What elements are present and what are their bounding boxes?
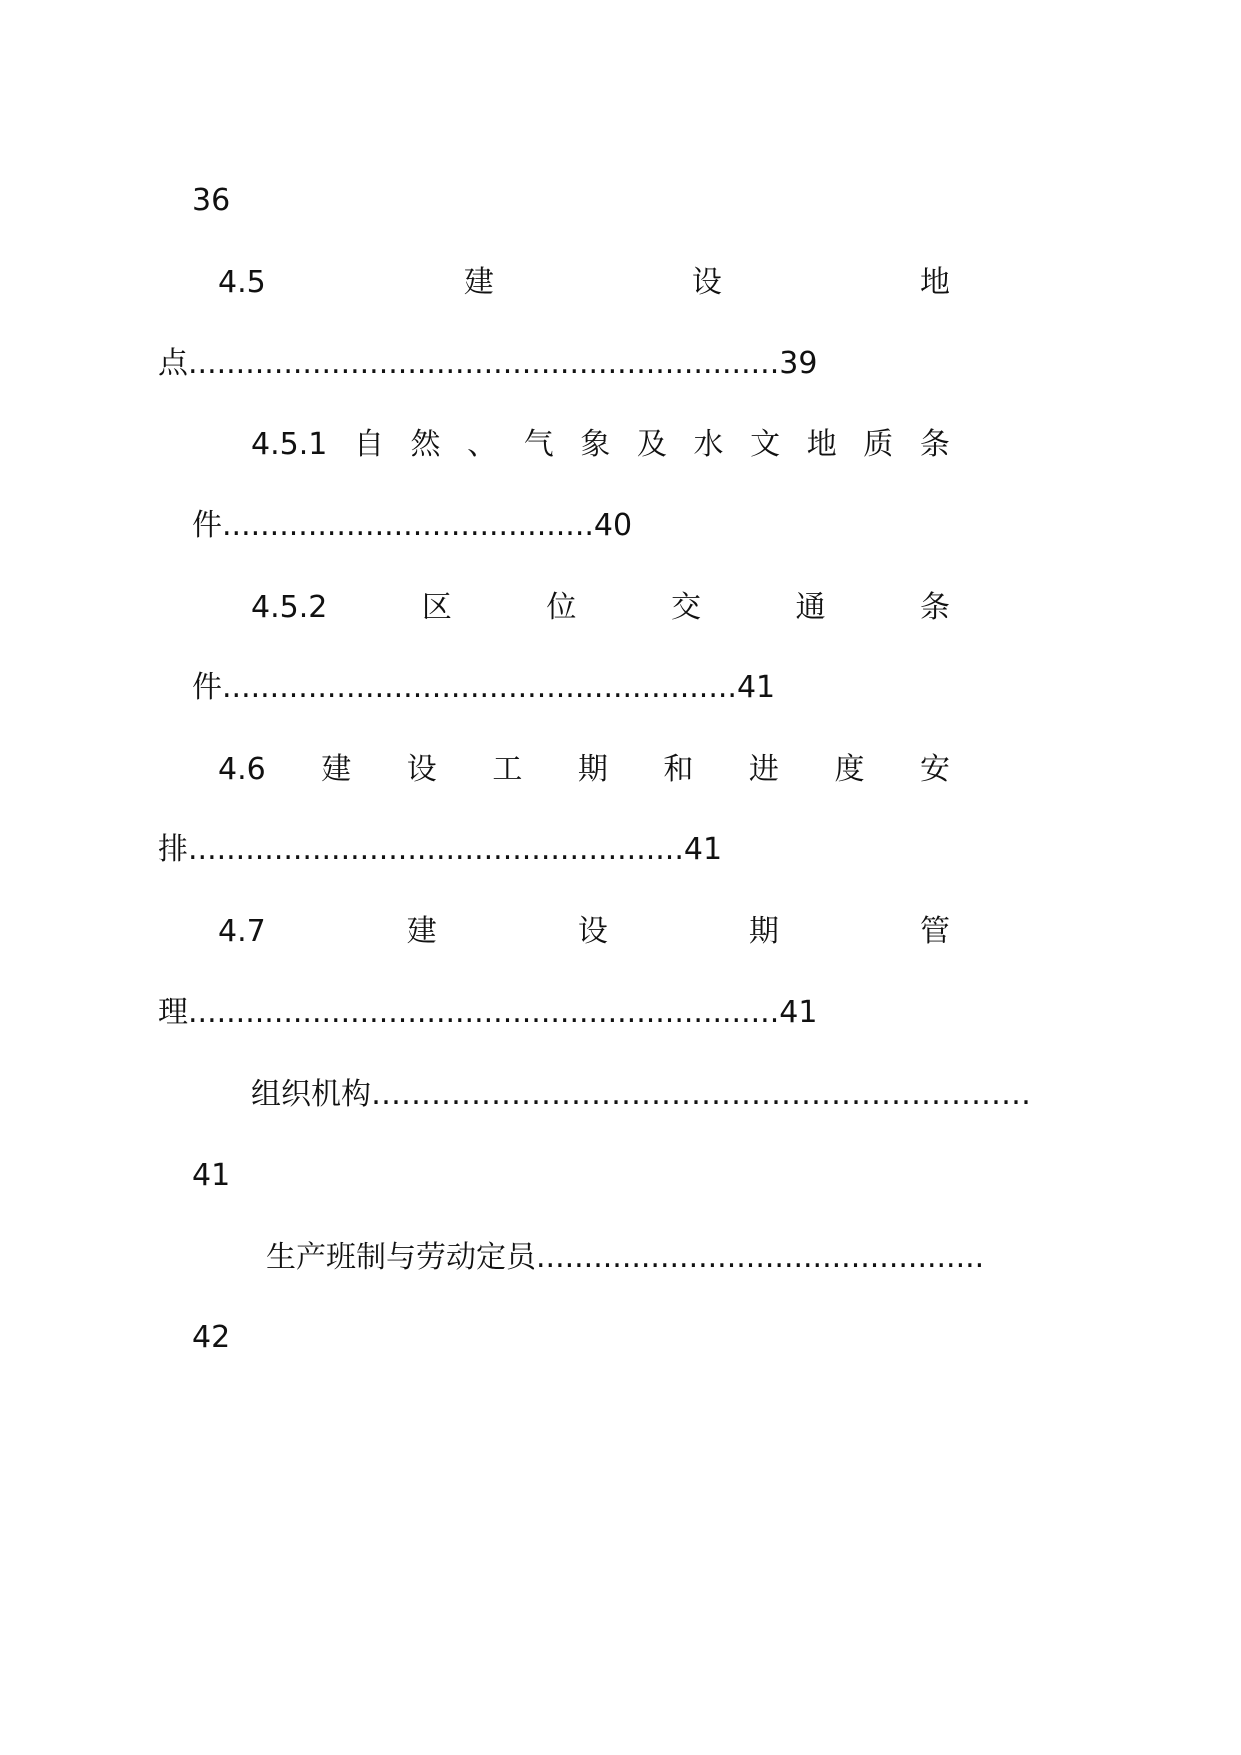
heading-char: 文 — [750, 427, 781, 462]
toc-entry-organization[interactable] — [251, 1075, 1031, 1115]
toc-entry-4-7-continuation[interactable] — [158, 993, 817, 1033]
entry-title: 生产班制与劳动定员 — [266, 1240, 536, 1275]
toc-entry-4-6-continuation[interactable] — [158, 830, 722, 870]
heading-char: 地 — [806, 427, 837, 462]
heading-char: 条 — [920, 590, 950, 625]
leader-dots: .............................................................. — [188, 995, 780, 1030]
heading-char: 建 — [321, 752, 352, 787]
heading-char: 然 — [410, 427, 441, 462]
page-number: 39 — [779, 346, 818, 381]
heading-char: 设 — [406, 752, 437, 787]
heading-char: 条 — [919, 427, 950, 462]
page-number: 42 — [192, 1320, 231, 1355]
toc-entry-4-5-heading[interactable] — [218, 263, 950, 303]
leader-dots: .................................................... — [188, 832, 684, 867]
heading-char: 及 — [636, 427, 667, 462]
heading-char: 和 — [663, 752, 694, 787]
heading-char: 进 — [748, 752, 779, 787]
heading-char: 质 — [863, 427, 894, 462]
heading-char: 水 — [693, 427, 724, 462]
heading-char: 地 — [920, 265, 950, 300]
page-number: 40 — [593, 508, 633, 543]
section-number: 4.5.1 — [251, 427, 328, 462]
section-number: 4.5.2 — [251, 590, 328, 625]
heading-char: 建 — [463, 265, 494, 300]
heading-char: 度 — [834, 752, 865, 787]
leader-dots: ....................................... — [222, 508, 594, 543]
heading-char: 自 — [353, 427, 384, 462]
toc-entry-4-5-1-continuation[interactable] — [192, 506, 632, 546]
heading-char: 设 — [691, 265, 722, 300]
heading-char: 安 — [919, 752, 950, 787]
heading-char: 管 — [919, 914, 950, 949]
heading-char: 点 — [158, 346, 188, 381]
heading-char: 象 — [580, 427, 611, 462]
toc-entry-4-5-1-heading[interactable] — [251, 425, 950, 465]
leader-dots: ............................................... — [536, 1240, 985, 1275]
heading-char: 、 — [467, 427, 498, 462]
toc-entry-shifts-and-staffing[interactable] — [266, 1238, 985, 1278]
heading-char: 件 — [192, 508, 222, 543]
heading-char: 期 — [577, 752, 608, 787]
entry-title: 组织机构 — [251, 1077, 371, 1112]
page-number: 41 — [683, 832, 723, 867]
heading-char: 排 — [158, 832, 188, 867]
section-number: 4.6 — [218, 752, 266, 787]
toc-entry-4-7-heading[interactable] — [218, 912, 950, 952]
heading-char: 气 — [523, 427, 554, 462]
toc-entry-4-5-2-continuation[interactable] — [192, 668, 775, 708]
leader-dots: ………………………………………………………… — [371, 1077, 1031, 1112]
page-number: 41 — [779, 995, 818, 1030]
toc-entry-4-5-continuation[interactable] — [158, 344, 817, 384]
heading-char: 建 — [406, 914, 437, 949]
leader-dots: .............................................................. — [188, 346, 780, 381]
heading-char: 位 — [546, 590, 577, 625]
heading-char: 设 — [577, 914, 608, 949]
toc-page-number: 36 — [192, 183, 231, 218]
section-number: 4.7 — [218, 914, 266, 949]
page-number: 41 — [736, 670, 776, 705]
heading-char: 通 — [795, 590, 826, 625]
heading-char: 交 — [670, 590, 701, 625]
heading-char: 件 — [192, 670, 222, 705]
section-number: 4.5 — [218, 265, 266, 300]
heading-char: 区 — [421, 590, 452, 625]
heading-char: 工 — [492, 752, 523, 787]
toc-entry-4-6-heading[interactable] — [218, 750, 950, 790]
heading-char: 期 — [748, 914, 779, 949]
toc-entry-4-5-2-heading[interactable] — [251, 588, 950, 628]
heading-char: 理 — [158, 995, 188, 1030]
leader-dots: ...................................................... — [222, 670, 737, 705]
page-number: 41 — [192, 1158, 231, 1193]
